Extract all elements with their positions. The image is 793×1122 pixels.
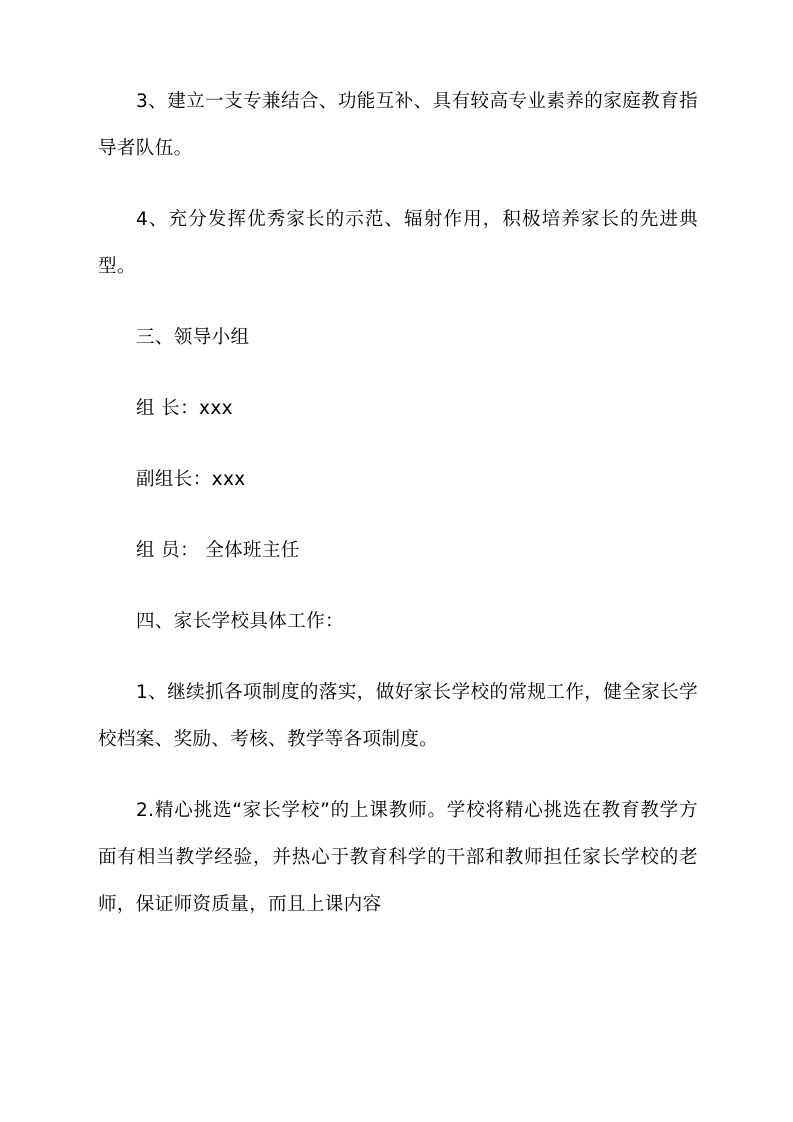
heading-section-three: 三、领导小组 <box>136 327 250 348</box>
paragraph-members: 组 员： 全体班主任 <box>136 540 300 561</box>
paragraph-leader: 组 长：xxx <box>136 398 234 419</box>
paragraph-item-3: 3、建立一支专兼结合、功能互补、具有较高专业素养的家庭教育指导者队伍。 <box>98 91 698 159</box>
paragraph-work-1: 1、继续抓各项制度的落实，做好家长学校的常规工作，健全家长学校档案、奖励、考核、教学等各项制度。 <box>98 682 698 750</box>
paragraph-item-4: 4、充分发挥优秀家长的示范、辐射作用，积极培养家长的先进典型。 <box>98 209 698 277</box>
paragraph-work-2: 2.精心挑选“家长学校”的上课教师。学校将精心挑选在教育教学方面有相当教学经验，并热心于教育科学的干部和教师担任家长学校的老师，保证师资质量，而且上课内容 <box>98 800 698 915</box>
heading-section-four: 四、家长学校具体工作： <box>136 611 344 632</box>
document-body <box>98 78 698 952</box>
paragraph-deputy-leader: 副组长：xxx <box>136 469 246 490</box>
